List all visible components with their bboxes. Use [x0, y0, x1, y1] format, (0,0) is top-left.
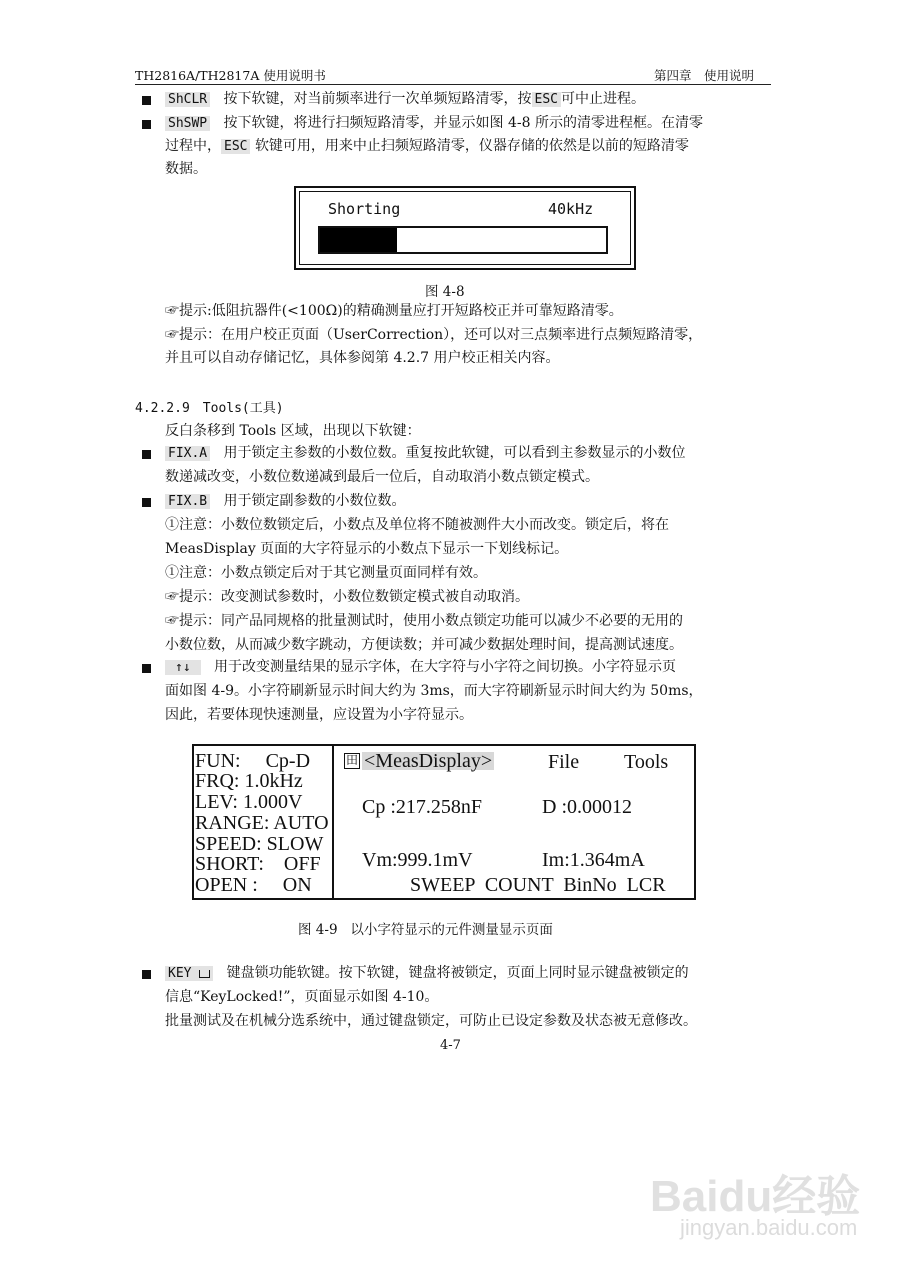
frequency-label: 40kHz — [548, 200, 594, 218]
watermark-url: jingyan.baidu.com — [680, 1215, 858, 1240]
arrows-key: ↑↓ — [165, 660, 201, 675]
lock-icon — [199, 970, 210, 978]
note-1-cont: MeasDisplay 页面的大字符显示的小数点下显示一下划线标记。 — [165, 541, 569, 557]
file-menu: File — [548, 751, 580, 773]
note-1: ①注意：小数位数锁定后，小数点及单位将不随被测件大小而改变。锁定后，将在 — [165, 517, 669, 533]
key-lock-key: KEY — [165, 966, 213, 981]
lcd-line-speed: SPEED: SLOW — [195, 833, 324, 855]
esc-key: ESC — [221, 139, 250, 154]
note-2: ①注意：小数点锁定后对于其它测量页面同样有效。 — [165, 565, 487, 581]
lcd-line-fun: FUN: Cp-D — [195, 750, 311, 772]
lcd-line-lev: LEV: 1.000V — [195, 791, 303, 813]
softkey-bar: SWEEP COUNT BinNo LCR — [410, 874, 666, 896]
progress-fill — [320, 228, 397, 252]
key-line2: 信息“KeyLocked!”，页面显示如图 4-10。 — [165, 989, 439, 1005]
lcd-line-range: RANGE: AUTO — [195, 812, 329, 834]
figure-4-9-caption: 图 4-9 以小字符显示的元件测量显示页面 — [298, 922, 553, 938]
font-line1: ↑↓ 用于改变测量结果的显示字体，在大字符与小字符之间切换。小字符显示页 — [165, 656, 676, 679]
page-number: 4-7 — [440, 1038, 461, 1053]
bullet-icon — [142, 96, 151, 105]
watermark-logo: Baidu经验 — [650, 1172, 861, 1221]
fixa-line1: FIX.A 用于锁定主参数的小数位数。重复按此软键，可以看到主参数显示的小数位 — [165, 442, 686, 465]
shorting-label: Shorting — [328, 200, 401, 218]
figure-4-8 — [294, 186, 636, 270]
header-rule — [135, 84, 771, 85]
menu-grid-icon: 田 — [345, 753, 358, 767]
fixa-line2: 数递减改变，小数位数递减到最后一位后，自动取消小数点锁定模式。 — [165, 469, 599, 485]
lcd-divider — [332, 746, 334, 898]
bullet-icon — [142, 970, 151, 979]
key-line1: KEY 键盘锁功能软键。按下软键，键盘将被锁定，页面上同时显示键盘被锁定的 — [165, 962, 689, 985]
tip-4: ☞提示：同产品同规格的批量测试时，使用小数点锁定功能可以减少不必要的无用的 — [165, 613, 683, 629]
key-line3: 批量测试及在机械分选系统中，通过键盘锁定，可防止已设定参数及状态被无意修改。 — [165, 1013, 697, 1029]
lcd-line-open: OPEN : ON — [195, 874, 312, 896]
tip-3: ☞提示：改变测试参数时，小数位数锁定模式被自动取消。 — [165, 589, 529, 605]
fixb-line1: FIX.B 用于锁定副参数的小数位数。 — [165, 490, 406, 513]
font-line2: 面如图 4-9。小字符刷新显示时间大约为 3ms，而大字符刷新显示时间大约为 50ms， — [165, 683, 703, 699]
font-line3: 因此，若要体现快速测量，应设置为小字符显示。 — [165, 707, 473, 723]
esc-key: ESC — [532, 92, 561, 107]
tools-menu: Tools — [624, 751, 669, 773]
header-left: TH2816A/TH2817A 使用说明书 — [135, 68, 326, 83]
progress-bar — [318, 226, 608, 254]
tip-2-cont: 并且可以自动存储记忆，具体参阅第 4.2.7 用户校正相关内容。 — [165, 350, 560, 366]
section-intro: 反白条移到 Tools 区域，出现以下软键： — [165, 423, 421, 439]
header-right: 第四章 使用说明 — [654, 68, 755, 83]
fixb-key: FIX.B — [165, 494, 210, 509]
lcd-line-short: SHORT: OFF — [195, 853, 321, 875]
cp-reading: Cp :217.258nF — [362, 796, 483, 818]
shclr-key: ShCLR — [165, 92, 210, 107]
shswp-line1: ShSWP 按下软键，将进行扫频短路清零，并显示如图 4-8 所示的清零进程框。在清零 — [165, 112, 703, 135]
bullet-icon — [142, 664, 151, 673]
tip-4-cont: 小数位数，从而减少数字跳动，方便读数；并可减少数据处理时间，提高测试速度。 — [165, 637, 683, 653]
fixa-key: FIX.A — [165, 446, 210, 461]
bullet-icon — [142, 498, 151, 507]
shswp-line2: 过程中， ESC 软键可用，用来中止扫频短路清零，仪器存储的依然是以前的短路清零 — [165, 138, 689, 154]
im-reading: Im:1.364mA — [542, 849, 645, 871]
shswp-line3: 数据。 — [165, 161, 207, 177]
figure-4-9 — [192, 744, 696, 900]
tip-2: ☞提示：在用户校正页面（UserCorrection），还可以对三点频率进行点频短路清零， — [165, 327, 703, 343]
d-reading: D :0.00012 — [542, 796, 632, 818]
shclr-item: ShCLR 按下软键，对当前频率进行一次单频短路清零，按 ESC 可中止进程。 — [165, 88, 645, 111]
bullet-icon — [142, 120, 151, 129]
section-heading: 4.2.2.9 Tools(工具) — [135, 401, 284, 416]
vm-reading: Vm:999.1mV — [362, 849, 473, 871]
lcd-line-frq: FRQ: 1.0kHz — [195, 770, 303, 792]
tip-1: ☞提示:低阻抗器件(<100Ω)的精确测量应打开短路校正并可靠短路清零。 — [165, 303, 623, 319]
figure-4-8-caption: 图 4-8 — [425, 284, 465, 300]
bullet-icon — [142, 450, 151, 459]
meas-display-menu: <MeasDisplay> — [364, 750, 493, 772]
shswp-key: ShSWP — [165, 116, 210, 131]
